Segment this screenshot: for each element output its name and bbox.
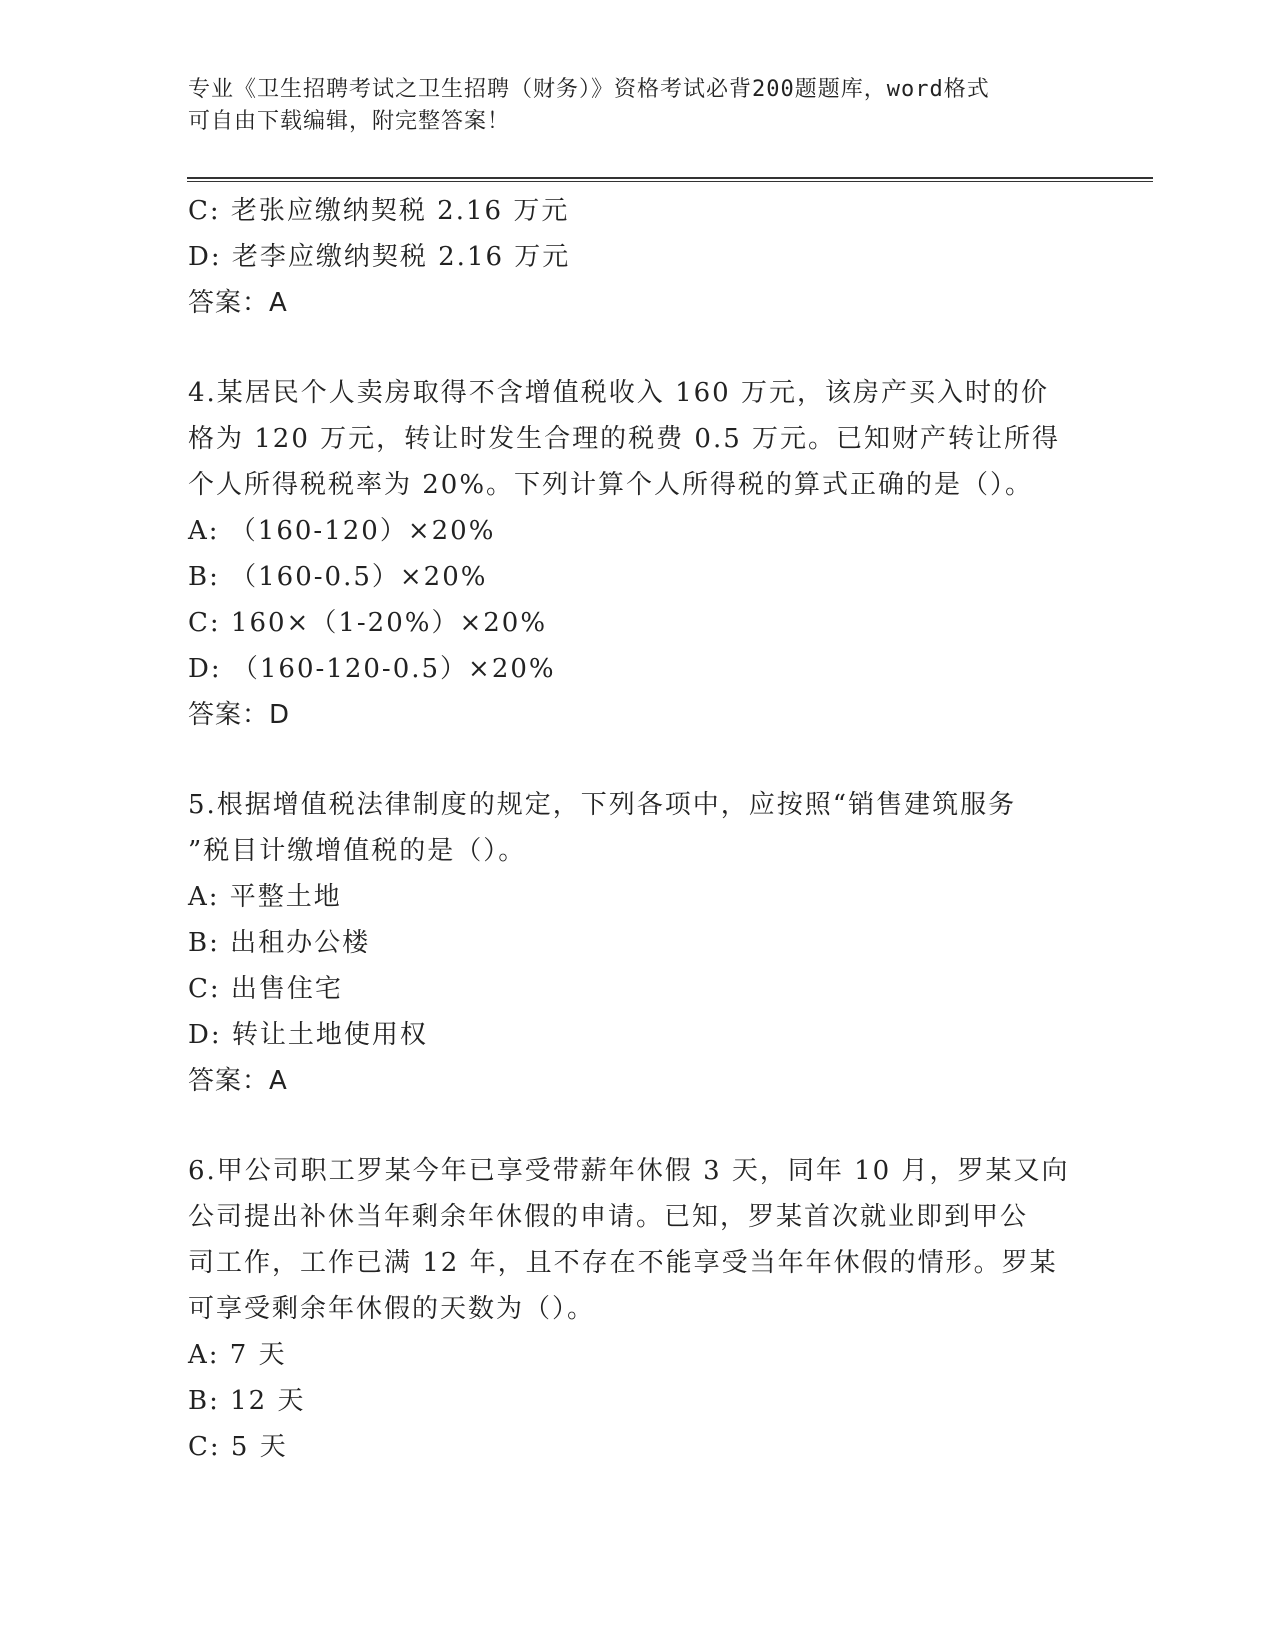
option-d: D: 老李应缴纳契税 2.16 万元	[188, 242, 571, 272]
option-b: B: （160-0.5）×20%	[188, 562, 488, 592]
option-c: C: 160×（1-20%）×20%	[188, 608, 548, 638]
option-a: A: 7 天	[188, 1340, 287, 1370]
spacer	[188, 738, 1088, 782]
option-a: A: （160-120）×20%	[188, 516, 496, 546]
spacer	[188, 1104, 1088, 1148]
option-d: D: 转让土地使用权	[188, 1020, 428, 1050]
option-c: C: 5 天	[188, 1432, 288, 1462]
question-stem-line: 个人所得税税率为 20%。下列计算个人所得税的算式正确的是（）。	[188, 470, 1034, 500]
answer-label: 答案：D	[188, 700, 291, 730]
option-b: B: 出租办公楼	[188, 928, 371, 958]
header-divider	[187, 177, 1153, 182]
question-stem-line: 司工作，工作已满 12 年，且不存在不能享受当年年休假的情形。罗某	[188, 1248, 1058, 1278]
question-stem-line: 6.甲公司职工罗某今年已享受带薪年休假 3 天，同年 10 月，罗某又向	[188, 1156, 1070, 1186]
header-title-line-2: 可自由下载编辑，附完整答案！	[188, 109, 511, 134]
option-d: D: （160-120-0.5）×20%	[188, 654, 556, 684]
document-body	[188, 188, 1088, 1470]
question-4	[188, 370, 1088, 738]
answer-label: 答案：A	[188, 288, 288, 318]
header-title-line-1: 专业《卫生招聘考试之卫生招聘（财务）》资格考试必背200题题库，word格式	[188, 77, 990, 102]
question-3-continued	[188, 188, 1088, 326]
question-stem-line: 可享受剩余年休假的天数为（）。	[188, 1294, 596, 1324]
option-b: B: 12 天	[188, 1386, 306, 1416]
question-stem-line: ”税目计缴增值税的是（）。	[188, 836, 527, 866]
option-c: C: 出售住宅	[188, 974, 343, 1004]
question-stem-line: 5.根据增值税法律制度的规定，下列各项中，应按照“销售建筑服务	[188, 790, 1017, 820]
question-stem-line: 4.某居民个人卖房取得不含增值税收入 160 万元，该房产买入时的价	[188, 378, 1049, 408]
answer-label: 答案：A	[188, 1066, 288, 1096]
question-6	[188, 1148, 1088, 1470]
question-5	[188, 782, 1088, 1104]
document-header	[188, 74, 1088, 138]
option-c: C: 老张应缴纳契税 2.16 万元	[188, 196, 570, 226]
question-stem-line: 格为 120 万元，转让时发生合理的税费 0.5 万元。已知财产转让所得	[188, 424, 1061, 454]
option-a: A: 平整土地	[188, 882, 342, 912]
question-stem-line: 公司提出补休当年剩余年休假的申请。已知，罗某首次就业即到甲公	[188, 1202, 1029, 1232]
spacer	[188, 326, 1088, 370]
